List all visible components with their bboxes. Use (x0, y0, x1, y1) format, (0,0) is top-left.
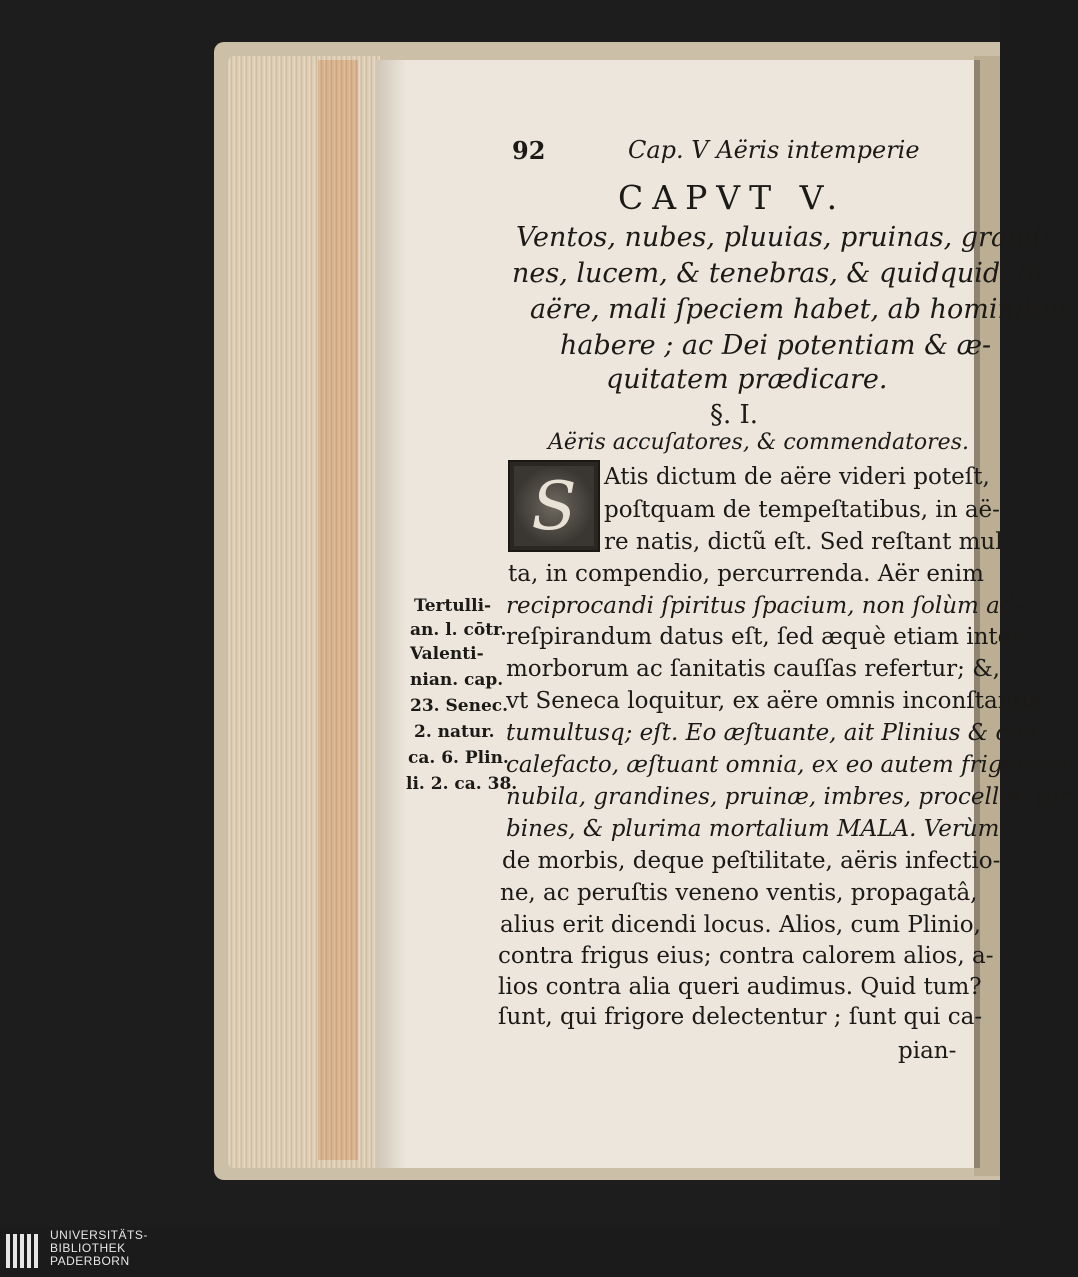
subtitle-line: Ventos, nubes, pluuias, pruinas, grandi- (516, 222, 1060, 253)
subtitle-line: habere ; ac Dei potentiam & æ- (560, 330, 992, 361)
body-line: poſtquam de tempeſtatibus, in aë- (604, 497, 1000, 523)
library-logo-line: UNIVERSITÄTS- (50, 1228, 148, 1242)
marginal-note-line: nian. cap. (410, 670, 504, 690)
body-line: re natis, dictũ eſt. Sed reſtant mul- (604, 529, 1011, 555)
section-title: Aëris accuſatores, & commendatores. (548, 430, 969, 455)
page-number: 92 (512, 136, 546, 165)
marginal-note-line: 2. natur. (414, 722, 495, 742)
marginal-note-line: 23. Senec. (410, 696, 509, 716)
marginal-note-line: ca. 6. Plin. (408, 748, 509, 768)
body-line: ta, in compendio, percurrenda. Aër enim (508, 561, 984, 587)
marginal-note-line: an. l. cōtr. (410, 620, 507, 640)
footer-bar (0, 1227, 1000, 1277)
library-logo-line: BIBLIOTHEK (50, 1241, 126, 1255)
library-logo-text (50, 1229, 148, 1268)
subtitle-line: nes, lucem, & tenebras, & quidquid, in (512, 258, 1044, 289)
page-shadow (376, 60, 406, 1168)
body-line: Atis dictum de aëre videri poteſt, (604, 464, 990, 490)
marginal-note-line: Valenti- (410, 644, 484, 664)
catchword: pian- (898, 1038, 957, 1064)
drop-initial-letter: S (531, 467, 577, 545)
running-title: Cap. V Aëris intemperie (628, 136, 920, 164)
library-logo-line: PADERBORN (50, 1254, 130, 1268)
library-logo-icon (4, 1230, 44, 1274)
body-line: morborum ac ſanitatis cauſſas refertur; &, (506, 656, 1000, 682)
drop-initial (508, 460, 600, 552)
body-line: de morbis, deque peſtilitate, aëris infectio- (502, 848, 1001, 874)
body-line: nubila, grandines, pruinæ, imbres, procellæ, tur- (506, 784, 1078, 810)
marginal-note-line: Tertulli- (414, 596, 492, 616)
body-line: vt Seneca loquitur, ex aëre omnis inconſtantia (506, 688, 1043, 714)
body-line: ſunt, qui frigore delectentur ; ſunt qui ca- (498, 1004, 983, 1030)
body-line: lios contra alia queri audimus. Quid tum? (498, 974, 982, 1000)
subtitle-line: aëre, mali ſpeciem habet, ab hominibus (530, 294, 1073, 325)
body-line: reſpirandum datus eſt, ſed æquè etiam inter (506, 624, 1023, 650)
body-line: tumultusq; eſt. Eo æſtuante, ait Plinius & con- (506, 720, 1045, 746)
drop-initial-ornament (514, 466, 594, 546)
section-mark: §. I. (710, 400, 759, 430)
body-line: reciprocandi ſpiritus ſpacium, non ſolùm ad- (506, 593, 1023, 619)
chapter-heading: CAPVT V. (618, 178, 847, 217)
marginal-note-line: li. 2. ca. 38. (406, 774, 518, 794)
body-line: calefacto, æſtuant omnia, ex eo autem frigefacto (506, 752, 1075, 778)
body-line: alius erit dicendi locus. Alios, cum Plinio, (500, 912, 981, 938)
body-line: contra frigus eius; contra calorem alios, a- (498, 943, 994, 969)
subtitle-line: quitatem prædicare. (606, 364, 888, 395)
body-line: ne, ac peruſtis veneno ventis, propagatâ, (500, 880, 978, 906)
body-line: bines, & plurima mortalium MALA. Verùm (506, 816, 1000, 842)
page-edges-inner (318, 60, 358, 1160)
